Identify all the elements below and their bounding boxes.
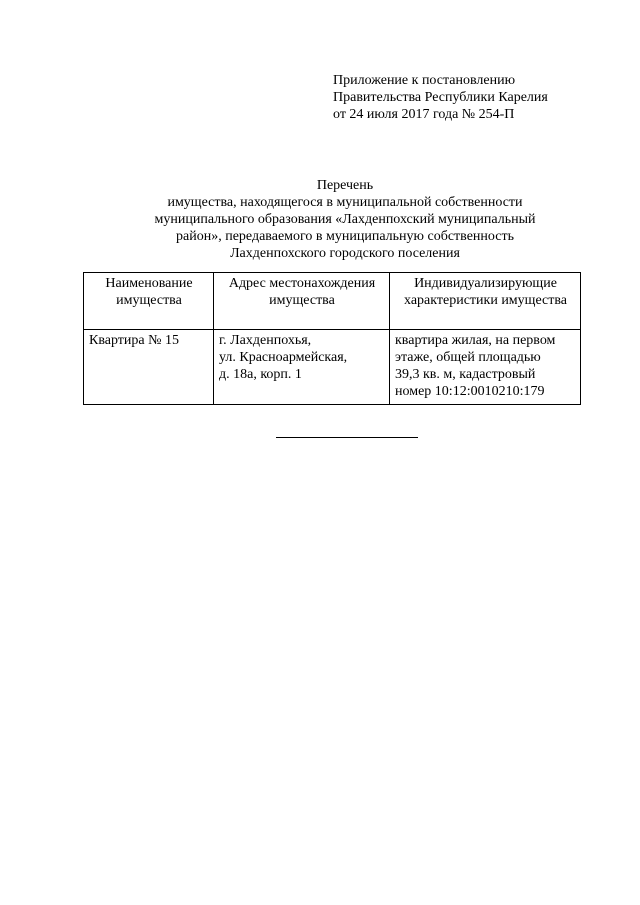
characteristics-line: этаже, общей площадью [395,350,541,365]
address-line: г. Лахденпохья, [219,333,312,348]
document-title [90,177,600,262]
characteristics-line: номер 10:12:0010210:179 [395,384,545,399]
title-line: муниципального образования «Лахденпохский муниципальный [154,212,536,227]
title-line: имущества, находящегося в муниципальной собственности [167,195,523,210]
title-line: Перечень [316,178,374,193]
characteristics-line: 39,3 кв. м, кадастровый [395,367,536,382]
characteristics-line: квартира жилая, на первом [395,333,556,348]
appendix-line: Правительства Республики Карелия [333,90,548,105]
cell-address [214,330,390,405]
table-row [84,330,581,405]
cell-characteristics [390,330,581,405]
end-divider-line [276,437,418,438]
title-line: район», передаваемого в муниципальную собственность [176,229,514,244]
title-line: Лахденпохского городского поселения [230,246,460,261]
property-table [83,272,581,405]
address-line: д. 18а, корп. 1 [219,367,302,382]
appendix-line: от 24 июля 2017 года № 254-П [333,107,515,122]
header-name: Наименование имущества [84,273,214,330]
header-characteristics: Индивидуализирующие характеристики имущества [390,273,581,330]
header-address: Адрес местонахождения имущества [214,273,390,330]
address-line: ул. Красноармейская, [219,350,348,365]
appendix-reference [333,72,623,123]
table-header-row [84,273,581,330]
cell-name: Квартира № 15 [84,330,214,405]
appendix-line: Приложение к постановлению [333,73,516,88]
